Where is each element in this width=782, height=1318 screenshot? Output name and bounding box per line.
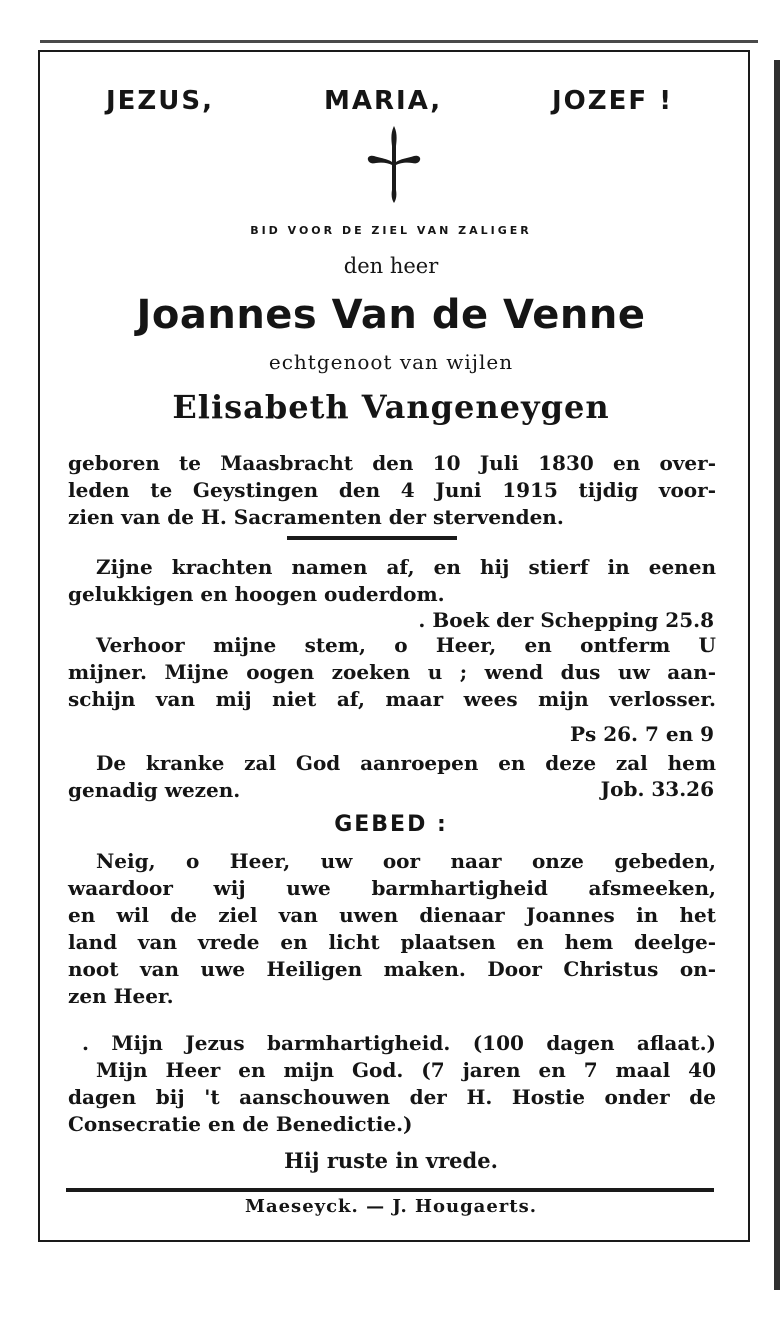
biography-line: zien van de H. Sacramenten der stervenden. (68, 505, 564, 529)
quote-line: De kranke zal God aanroepen en deze zal hem (96, 751, 716, 775)
spouse-name: Elisabeth Vangeneygen (172, 388, 610, 426)
quote-reference: Ps 26. 7 en 9 (569, 722, 714, 746)
prayer-line: en wil de ziel van uwen dienaar Joannes in het (68, 903, 716, 927)
deceased-name: Joannes Van de Venne (136, 292, 646, 338)
indulgence-line: . Mijn Jezus barmhartigheid. (100 dagen aflaat.) (82, 1031, 716, 1055)
invocation-jezus: JEZUS, (106, 86, 215, 116)
indulgence-line: Consecratie en de Benedictie.) (68, 1112, 413, 1136)
prayer-line: land van vrede en licht plaatsen en hem deelge- (68, 930, 716, 954)
quote-line: Verhoor mijne stem, o Heer, en ontferm U (96, 633, 716, 657)
invocation-jozef: JOZEF ! (552, 86, 674, 116)
divider-short (287, 536, 457, 540)
quote-reference: . Boek der Schepping 25.8 (418, 608, 714, 632)
printer-imprint: Maeseyck. — J. Hougaerts. (245, 1196, 537, 1217)
torn-top-edge (40, 40, 758, 49)
divider-long (66, 1188, 714, 1192)
indulgence-line: dagen bij 't aanschouwen der H. Hostie onder de (68, 1085, 716, 1109)
biography (68, 450, 716, 531)
prayer-text (68, 848, 716, 1010)
prayer-line: zen Heer. (68, 984, 174, 1008)
quote-line: genadig wezen. (68, 778, 241, 802)
biography-line: leden te Geystingen den 4 Juni 1915 tijdig voor- (68, 478, 716, 502)
prayer-line: Neig, o Heer, uw oor naar onze gebeden, (96, 849, 716, 873)
spouse-intro: echtgenoot van wijlen (268, 350, 514, 374)
quote-reference: Job. 33.26 (600, 777, 714, 801)
prayer-line: noot van uwe Heiligen maken. Door Christus on- (68, 957, 716, 981)
quote-line: Zijne krachten namen af, en hij stierf in eenen (96, 555, 716, 579)
scan-edge-shadow (774, 60, 780, 1290)
quote-line: mijner. Mijne oogen zoeken u ; wend dus uw aan- (68, 660, 716, 684)
indulgence-line: Mijn Heer en mijn God. (7 jaren en 7 maal 40 (96, 1058, 716, 1082)
biography-line: geboren te Maasbracht den 10 Juli 1830 en over- (68, 451, 716, 475)
quote-psalm (68, 632, 716, 713)
closing-line: Hij ruste in vrede. (284, 1148, 498, 1173)
quote-genesis (68, 554, 716, 608)
quote-line: gelukkigen en hoogen ouderdom. (68, 582, 445, 606)
invocation-maria: MARIA, (324, 86, 443, 116)
quote-line: schijn van mij niet af, maar wees mijn verlosser. (68, 687, 716, 711)
salutation: den heer (343, 254, 439, 278)
prayer-heading: GEBED : (334, 812, 448, 837)
latin-cross-icon (366, 124, 422, 204)
indulgences (68, 1030, 716, 1138)
prayer-request: BID VOOR DE ZIEL VAN ZALIGER (250, 224, 532, 237)
prayer-line: waardoor wij uwe barmhartigheid afsmeeken, (68, 876, 716, 900)
